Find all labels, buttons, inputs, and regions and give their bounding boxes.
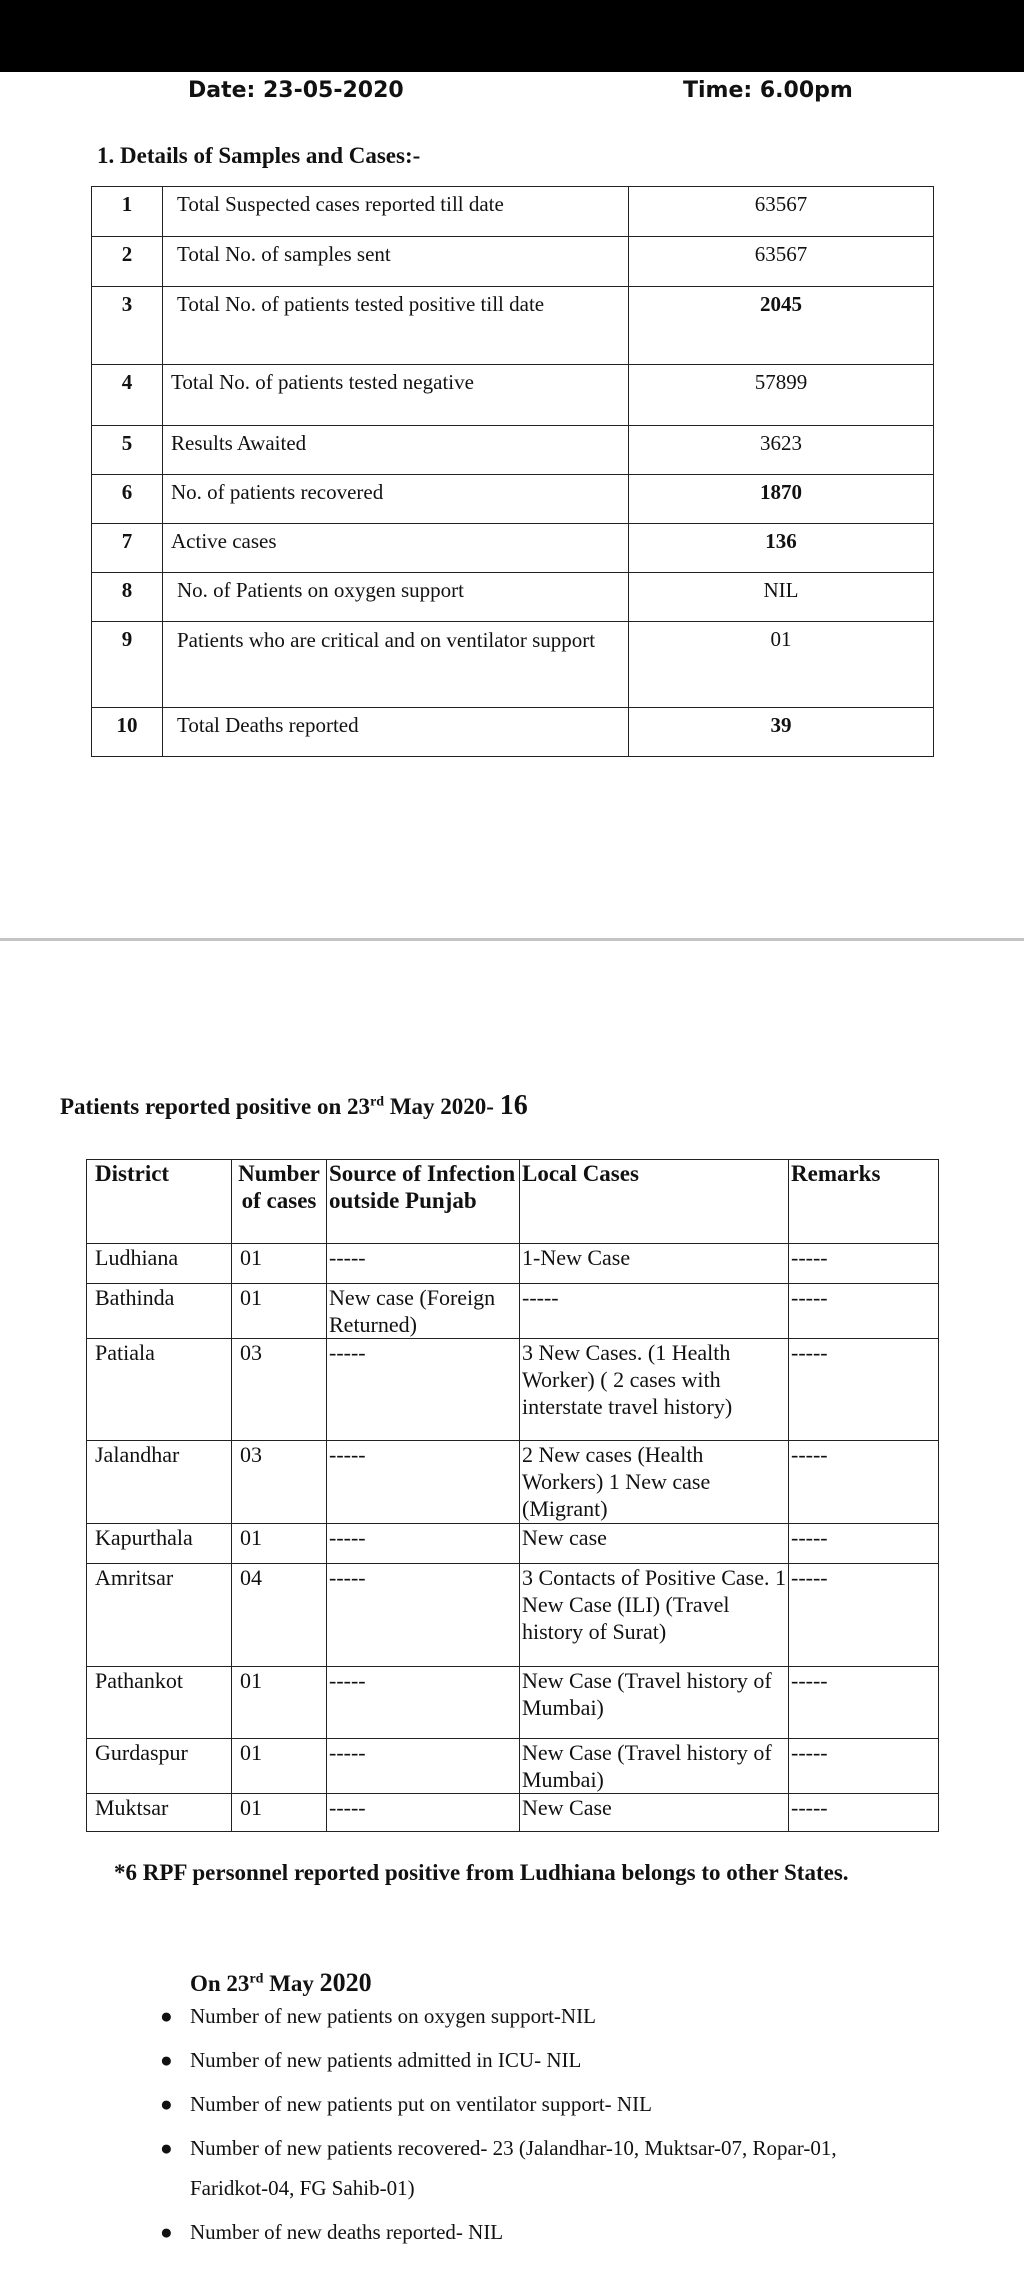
district-cases-table: [86, 1159, 939, 1832]
row-description: Results Awaited: [163, 426, 629, 475]
local-cell: New Case (Travel history of Mumbai): [520, 1667, 789, 1739]
remarks-cell: -----: [789, 1739, 939, 1794]
district-cell: Patiala: [87, 1339, 232, 1441]
title-text: Patients reported positive on 23: [60, 1094, 371, 1119]
list-item: [150, 2128, 870, 2208]
district-cell: Muktsar: [87, 1794, 232, 1832]
table-row: [92, 622, 934, 708]
local-cell: New case: [520, 1524, 789, 1564]
table-row: [92, 365, 934, 426]
list-item-text: Number of new deaths reported- NIL: [190, 2220, 504, 2244]
table-row: [87, 1564, 939, 1667]
source-cell: New case (Foreign Returned): [327, 1284, 520, 1339]
list-item-text: Number of new patients admitted in ICU- NIL: [190, 2048, 582, 2072]
title-year: 2020: [319, 1968, 372, 1997]
list-item-text: Number of new patients on oxygen support-NIL: [190, 2004, 596, 2028]
table-row: [92, 426, 934, 475]
row-description: No. of patients recovered: [163, 475, 629, 524]
table-row: [87, 1244, 939, 1284]
row-value: 2045: [629, 287, 934, 365]
table-row: [92, 475, 934, 524]
table-row: [87, 1339, 939, 1441]
table-row: [87, 1524, 939, 1564]
remarks-cell: -----: [789, 1441, 939, 1524]
section3-title: [190, 1968, 372, 1998]
row-value: 1870: [629, 475, 934, 524]
report-time: Time: 6.00pm: [683, 78, 853, 103]
local-cell: New Case (Travel history of Mumbai): [520, 1739, 789, 1794]
cases-cell: 01: [232, 1524, 327, 1564]
source-cell: -----: [327, 1667, 520, 1739]
row-value: 63567: [629, 237, 934, 287]
local-cell: 2 New cases (Health Workers) 1 New case (Migrant): [520, 1441, 789, 1524]
source-cell: -----: [327, 1441, 520, 1524]
remarks-cell: -----: [789, 1339, 939, 1441]
table-row: [87, 1794, 939, 1832]
title-ordinal: rd: [370, 1094, 385, 1110]
column-header-remarks: Remarks: [789, 1160, 939, 1244]
list-item-text: Number of new patients recovered- 23 (Jalandhar-10, Muktsar-07, Ropar-01, Faridkot-04, FG Sahib-01): [190, 2136, 837, 2200]
row-number: 4: [92, 365, 163, 426]
row-number: 7: [92, 524, 163, 573]
row-value: NIL: [629, 573, 934, 622]
row-description: Total No. of patients tested negative: [163, 365, 629, 426]
list-item: [150, 2084, 870, 2124]
positive-count: 16: [499, 1090, 528, 1121]
bullet-icon: ●: [160, 2004, 173, 2028]
table-row: [92, 708, 934, 757]
list-item-text: Number of new patients put on ventilator support- NIL: [190, 2092, 652, 2116]
district-cell: Jalandhar: [87, 1441, 232, 1524]
cases-cell: 01: [232, 1794, 327, 1832]
row-value: 136: [629, 524, 934, 573]
district-cell: Ludhiana: [87, 1244, 232, 1284]
daily-summary-list: [150, 1996, 870, 2252]
district-cell: Gurdaspur: [87, 1739, 232, 1794]
row-number: 10: [92, 708, 163, 757]
source-cell: -----: [327, 1739, 520, 1794]
row-number: 5: [92, 426, 163, 475]
bullet-icon: ●: [160, 2220, 173, 2244]
cases-cell: 01: [232, 1739, 327, 1794]
row-description: Total Deaths reported: [163, 708, 629, 757]
row-description: No. of Patients on oxygen support: [163, 573, 629, 622]
table-header-row: [87, 1160, 939, 1244]
remarks-cell: -----: [789, 1244, 939, 1284]
remarks-cell: -----: [789, 1284, 939, 1339]
title-text: May: [263, 1971, 320, 1996]
list-item: [150, 2212, 870, 2252]
column-header-local: Local Cases: [520, 1160, 789, 1244]
table-row: [92, 287, 934, 365]
row-value: 57899: [629, 365, 934, 426]
local-cell: 3 New Cases. (1 Health Worker) ( 2 cases with interstate travel history): [520, 1339, 789, 1441]
row-value: 01: [629, 622, 934, 708]
remarks-cell: -----: [789, 1524, 939, 1564]
row-description: Total Suspected cases reported till date: [163, 187, 629, 237]
row-number: 8: [92, 573, 163, 622]
remarks-cell: -----: [789, 1667, 939, 1739]
page-divider: [0, 938, 1024, 941]
top-black-bar: [0, 0, 1024, 72]
bullet-icon: ●: [160, 2092, 173, 2116]
row-value: 39: [629, 708, 934, 757]
remarks-cell: -----: [789, 1794, 939, 1832]
district-cell: Pathankot: [87, 1667, 232, 1739]
column-header-source: Source of Infection outside Punjab: [327, 1160, 520, 1244]
source-cell: -----: [327, 1339, 520, 1441]
table-row: [87, 1284, 939, 1339]
samples-cases-table: [91, 186, 934, 757]
district-cell: Bathinda: [87, 1284, 232, 1339]
bullet-icon: ●: [160, 2048, 173, 2072]
cases-cell: 04: [232, 1564, 327, 1667]
row-number: 3: [92, 287, 163, 365]
cases-cell: 03: [232, 1441, 327, 1524]
source-cell: -----: [327, 1564, 520, 1667]
column-header-cases: Number of cases: [232, 1160, 327, 1244]
row-number: 2: [92, 237, 163, 287]
rpf-footnote: *6 RPF personnel reported positive from Ludhiana belongs to other States.: [114, 1860, 849, 1885]
local-cell: 1-New Case: [520, 1244, 789, 1284]
cases-cell: 03: [232, 1339, 327, 1441]
source-cell: -----: [327, 1524, 520, 1564]
cases-cell: 01: [232, 1244, 327, 1284]
row-number: 9: [92, 622, 163, 708]
district-cell: Amritsar: [87, 1564, 232, 1667]
source-cell: -----: [327, 1794, 520, 1832]
row-number: 6: [92, 475, 163, 524]
section2-title: [60, 1090, 528, 1122]
remarks-cell: -----: [789, 1564, 939, 1667]
cases-cell: 01: [232, 1667, 327, 1739]
table-row: [92, 524, 934, 573]
source-cell: -----: [327, 1244, 520, 1284]
row-number: 1: [92, 187, 163, 237]
report-date: Date: 23-05-2020: [188, 78, 404, 103]
table-row: [87, 1441, 939, 1524]
local-cell: 3 Contacts of Positive Case. 1 New Case (ILI) (Travel history of Surat): [520, 1564, 789, 1667]
table-row: [92, 573, 934, 622]
column-header-district: District: [87, 1160, 232, 1244]
title-ordinal: rd: [249, 1971, 264, 1987]
row-description: Total No. of patients tested positive till date: [163, 287, 629, 365]
list-item: [150, 1996, 870, 2036]
cases-cell: 01: [232, 1284, 327, 1339]
table-row: [87, 1667, 939, 1739]
list-item: [150, 2040, 870, 2080]
row-value: 63567: [629, 187, 934, 237]
row-value: 3623: [629, 426, 934, 475]
bullet-icon: ●: [160, 2136, 173, 2160]
table-row: [92, 237, 934, 287]
row-description: Patients who are critical and on ventilator support: [163, 622, 629, 708]
title-text: On 23: [190, 1971, 250, 1996]
row-description: Total No. of samples sent: [163, 237, 629, 287]
local-cell: -----: [520, 1284, 789, 1339]
title-text: May 2020-: [384, 1094, 500, 1119]
table-row: [87, 1739, 939, 1794]
table-row: [92, 187, 934, 237]
section1-title: 1. Details of Samples and Cases:-: [97, 143, 421, 168]
row-description: Active cases: [163, 524, 629, 573]
local-cell: New Case: [520, 1794, 789, 1832]
district-cell: Kapurthala: [87, 1524, 232, 1564]
